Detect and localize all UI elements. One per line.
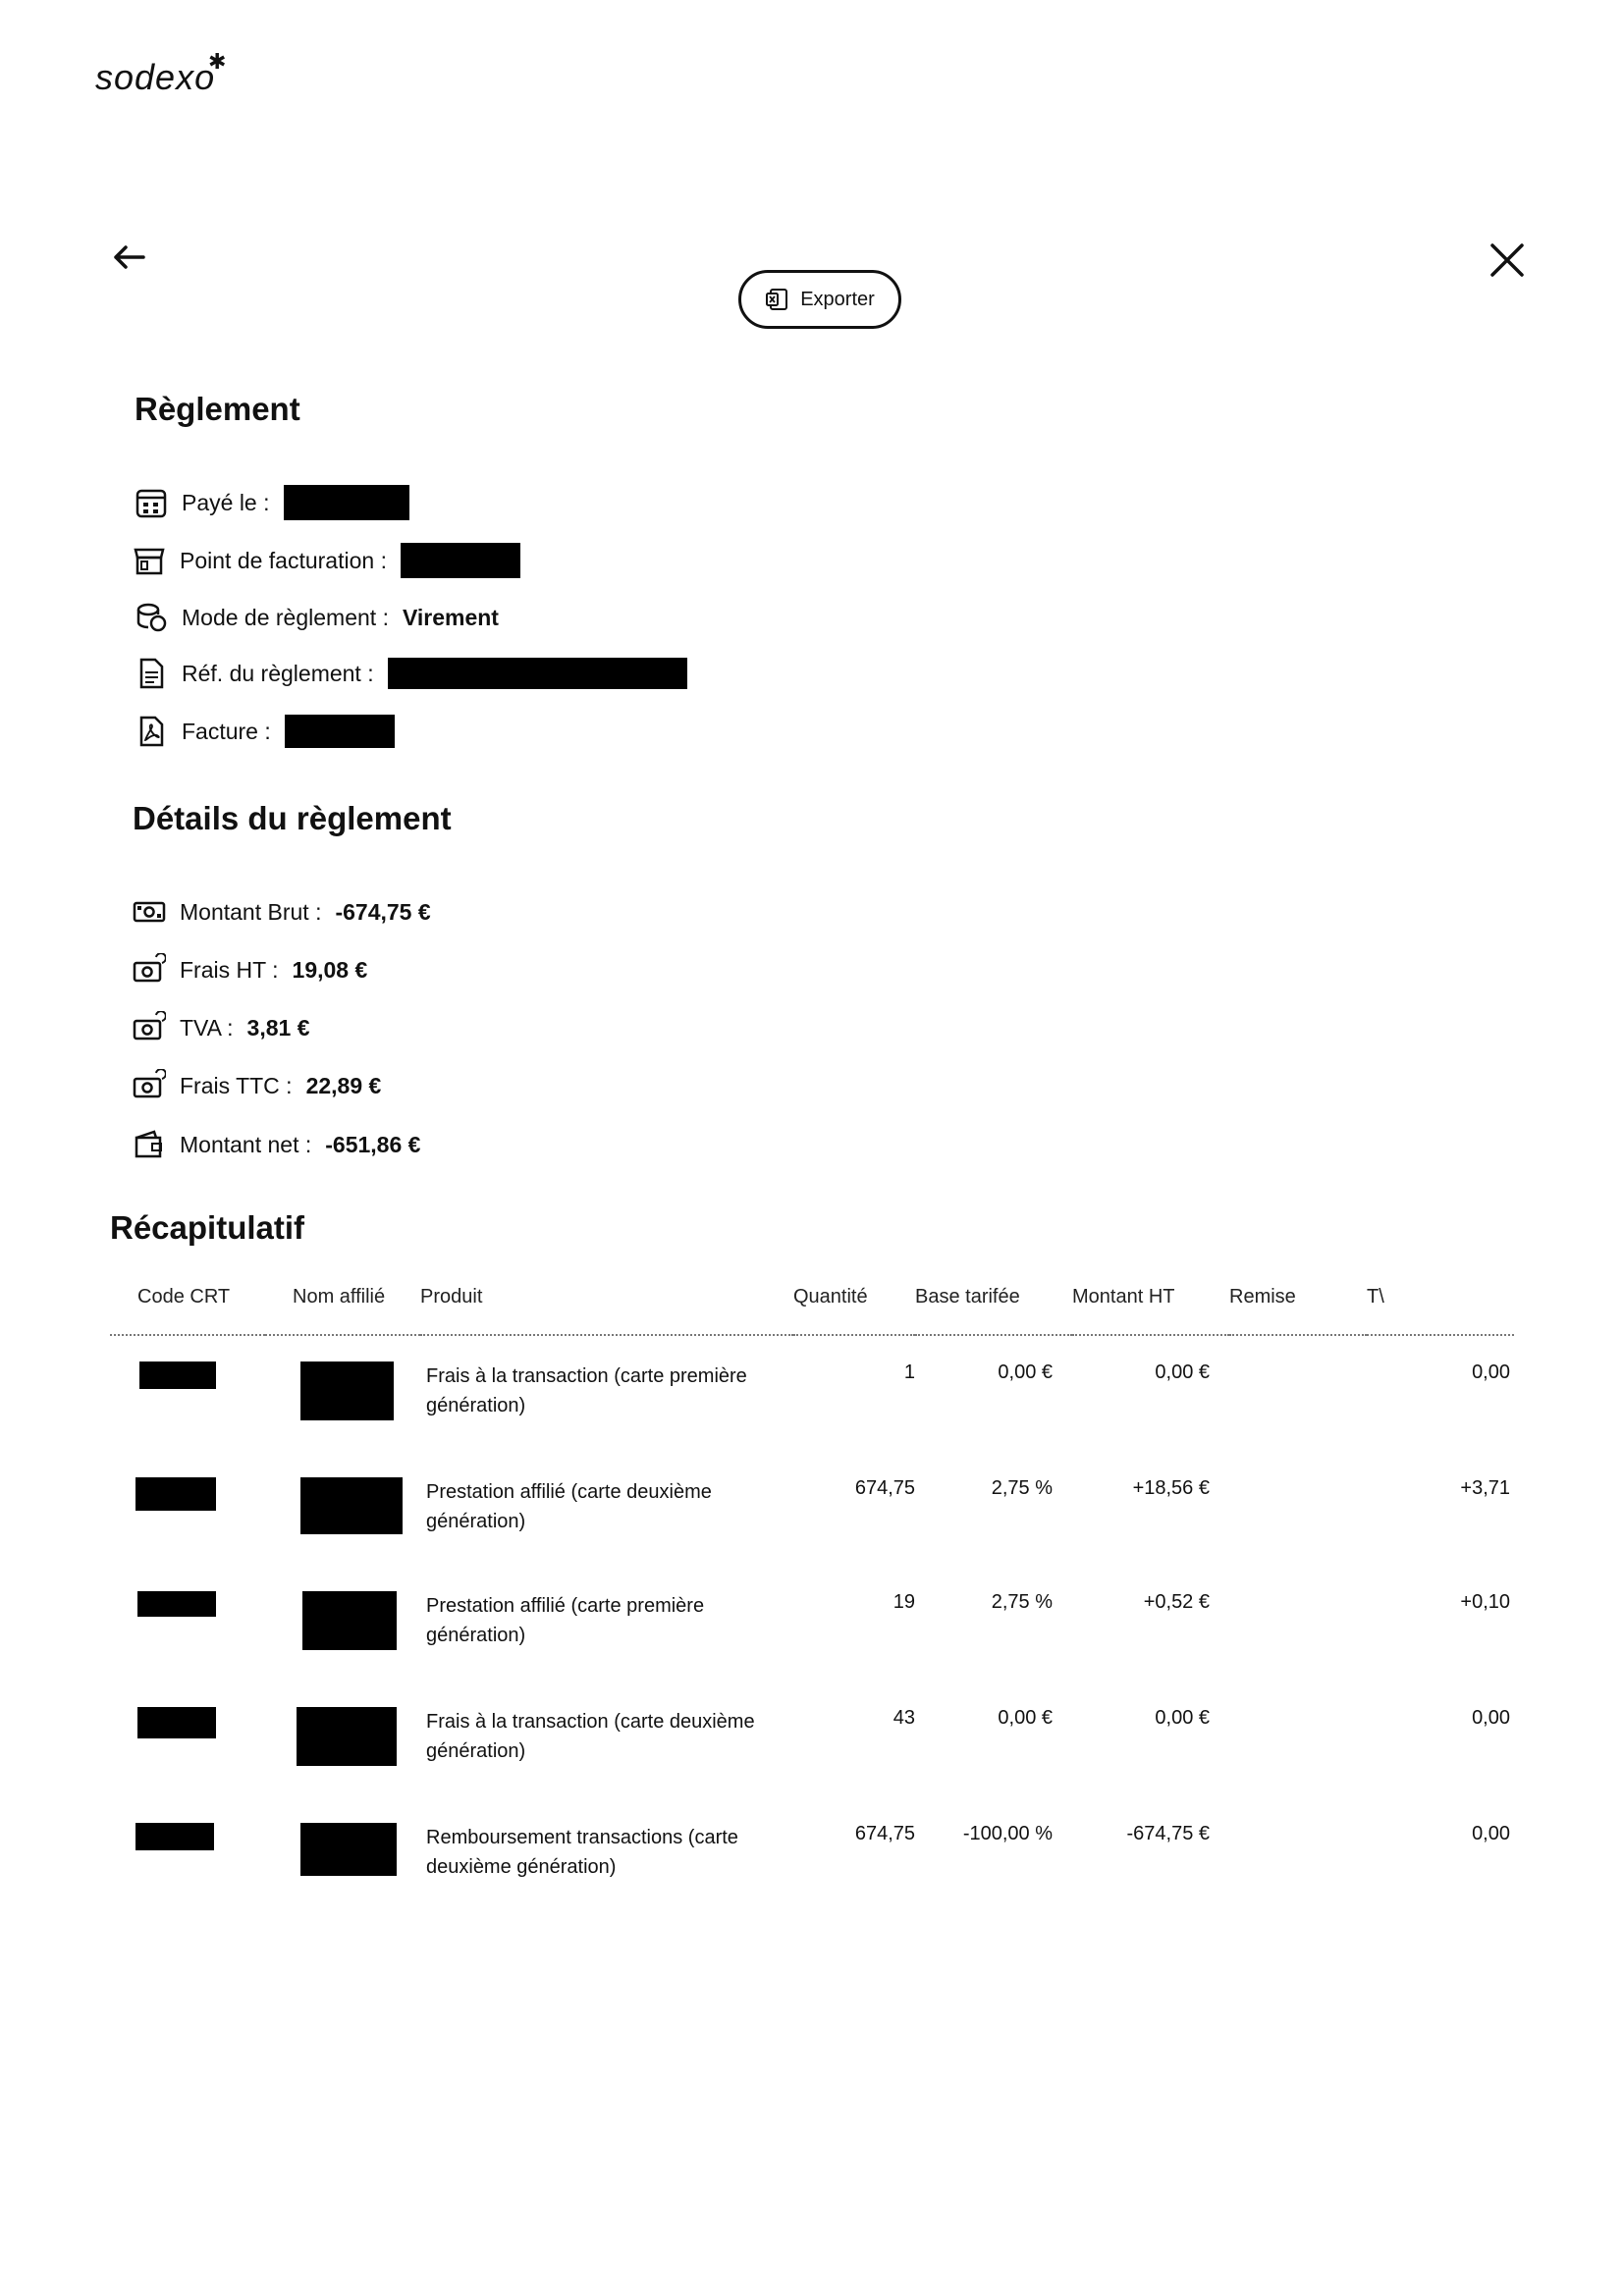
pdf-icon	[135, 715, 168, 748]
col-base-tarifee: Base tarifée	[915, 1276, 1072, 1335]
cell-quantite: 43	[893, 1707, 915, 1729]
recap-table	[110, 1276, 1514, 1909]
redacted-nom-affilie	[300, 1823, 397, 1876]
redacted-code-crt	[135, 1823, 214, 1850]
cell-montant: +0,52 €	[1143, 1591, 1210, 1613]
frais-ht-value: 19,08 €	[292, 956, 368, 983]
frais-ttc-value: 22,89 €	[305, 1072, 382, 1098]
redacted-date	[284, 485, 409, 520]
montant-brut-value: -674,75 €	[335, 898, 431, 925]
mode-reglement-value: Virement	[402, 604, 499, 630]
table-row	[110, 1452, 1514, 1566]
cell-remise	[1229, 1335, 1367, 1452]
close-button[interactable]	[1483, 236, 1532, 285]
cell-base: 0,00 €	[998, 1362, 1053, 1383]
cell-produit: Prestation affilié (carte première génération)	[426, 1595, 705, 1646]
point-facturation-row	[133, 543, 520, 578]
mode-reglement-row	[135, 601, 499, 634]
close-icon	[1483, 236, 1532, 285]
back-button[interactable]	[108, 236, 151, 279]
frais-ht-label: Frais HT :	[180, 956, 279, 983]
cell-remise	[1229, 1797, 1367, 1909]
reglement-title: Règlement	[135, 391, 300, 427]
frais-ttc-label: Frais TTC :	[180, 1072, 293, 1098]
cell-quantite: 674,75	[854, 1477, 915, 1499]
cell-tva: 0,00	[1472, 1707, 1510, 1729]
table-row	[110, 1566, 1514, 1682]
montant-brut-row	[133, 895, 431, 929]
document-icon	[135, 657, 168, 690]
cell-tva: 0,00	[1472, 1823, 1510, 1844]
logo-text: sodexo	[95, 57, 216, 97]
redacted-code-crt	[137, 1707, 216, 1738]
tva-value: 3,81 €	[246, 1014, 310, 1041]
cell-quantite: 19	[893, 1591, 915, 1613]
frais-ttc-row	[133, 1069, 381, 1102]
cell-base: 2,75 %	[991, 1477, 1053, 1499]
cell-montant: -674,75 €	[1126, 1823, 1210, 1844]
cell-tva: 0,00	[1472, 1362, 1510, 1383]
store-icon	[133, 544, 166, 577]
table-row	[110, 1335, 1514, 1452]
cell-produit: Prestation affilié (carte deuxième génération)	[426, 1481, 712, 1532]
recap-title: Récapitulatif	[110, 1209, 305, 1246]
cell-remise	[1229, 1682, 1367, 1797]
cell-montant: 0,00 €	[1155, 1707, 1210, 1729]
cell-produit: Frais à la transaction (carte première génération)	[426, 1365, 747, 1416]
col-tva: T\	[1367, 1276, 1514, 1335]
montant-brut-label: Montant Brut :	[180, 898, 322, 925]
col-code-crt: Code CRT	[110, 1276, 265, 1335]
facture-row	[135, 715, 395, 748]
tva-row	[133, 1011, 310, 1044]
mode-reglement-label: Mode de règlement :	[182, 604, 389, 630]
cell-remise	[1229, 1452, 1367, 1566]
ref-reglement-row	[135, 657, 687, 690]
col-produit: Produit	[420, 1276, 793, 1335]
montant-net-row	[133, 1128, 420, 1161]
cell-base: 2,75 %	[991, 1591, 1053, 1613]
frais-ht-row	[133, 953, 367, 987]
wallet-icon	[133, 1128, 166, 1161]
export-label: Exporter	[800, 288, 875, 310]
banknote-refund-icon	[133, 953, 166, 987]
paye-le-row	[135, 485, 409, 520]
cell-base: -100,00 %	[962, 1823, 1053, 1844]
tva-label: TVA :	[180, 1014, 234, 1041]
export-button[interactable]	[738, 270, 901, 329]
redacted-code-crt	[137, 1591, 216, 1617]
redacted-nom-affilie	[297, 1707, 397, 1766]
cell-tva: +3,71	[1460, 1477, 1510, 1499]
redacted-ref	[388, 658, 687, 689]
arrow-left-icon	[108, 236, 151, 279]
table-row	[110, 1682, 1514, 1797]
col-nom-affilie: Nom affilié	[265, 1276, 420, 1335]
logo-star-icon: ✱	[208, 49, 228, 74]
ref-reglement-label: Réf. du règlement :	[182, 660, 374, 686]
montant-net-label: Montant net :	[180, 1131, 312, 1157]
excel-icon	[765, 287, 790, 312]
banknote-refund-icon	[133, 1011, 166, 1044]
redacted-code-crt	[139, 1362, 216, 1389]
col-remise: Remise	[1229, 1276, 1367, 1335]
redacted-point-facturation	[401, 543, 520, 578]
calendar-icon	[135, 486, 168, 519]
redacted-code-crt	[135, 1477, 216, 1511]
coins-icon	[135, 601, 168, 634]
banknote-icon	[133, 895, 166, 929]
redacted-nom-affilie	[300, 1362, 394, 1420]
sodexo-logo	[95, 49, 228, 98]
point-facturation-label: Point de facturation :	[180, 547, 387, 573]
facture-label: Facture :	[182, 718, 271, 744]
col-quantite: Quantité	[793, 1276, 915, 1335]
cell-remise	[1229, 1566, 1367, 1682]
redacted-facture[interactable]	[285, 715, 395, 748]
cell-produit: Remboursement transactions (carte deuxième génération)	[426, 1827, 738, 1878]
recap-header-row	[110, 1276, 1514, 1335]
redacted-nom-affilie	[302, 1591, 397, 1650]
cell-montant: 0,00 €	[1155, 1362, 1210, 1383]
cell-tva: +0,10	[1460, 1591, 1510, 1613]
banknote-refund-icon	[133, 1069, 166, 1102]
col-montant-ht: Montant HT	[1072, 1276, 1229, 1335]
redacted-nom-affilie	[300, 1477, 403, 1534]
table-row	[110, 1797, 1514, 1909]
cell-quantite: 674,75	[854, 1823, 915, 1844]
cell-produit: Frais à la transaction (carte deuxième génération)	[426, 1711, 755, 1762]
montant-net-value: -651,86 €	[325, 1131, 421, 1157]
cell-quantite: 1	[903, 1362, 915, 1383]
details-title: Détails du règlement	[133, 800, 452, 836]
cell-montant: +18,56 €	[1132, 1477, 1210, 1499]
paye-le-label: Payé le :	[182, 489, 270, 515]
cell-base: 0,00 €	[998, 1707, 1053, 1729]
